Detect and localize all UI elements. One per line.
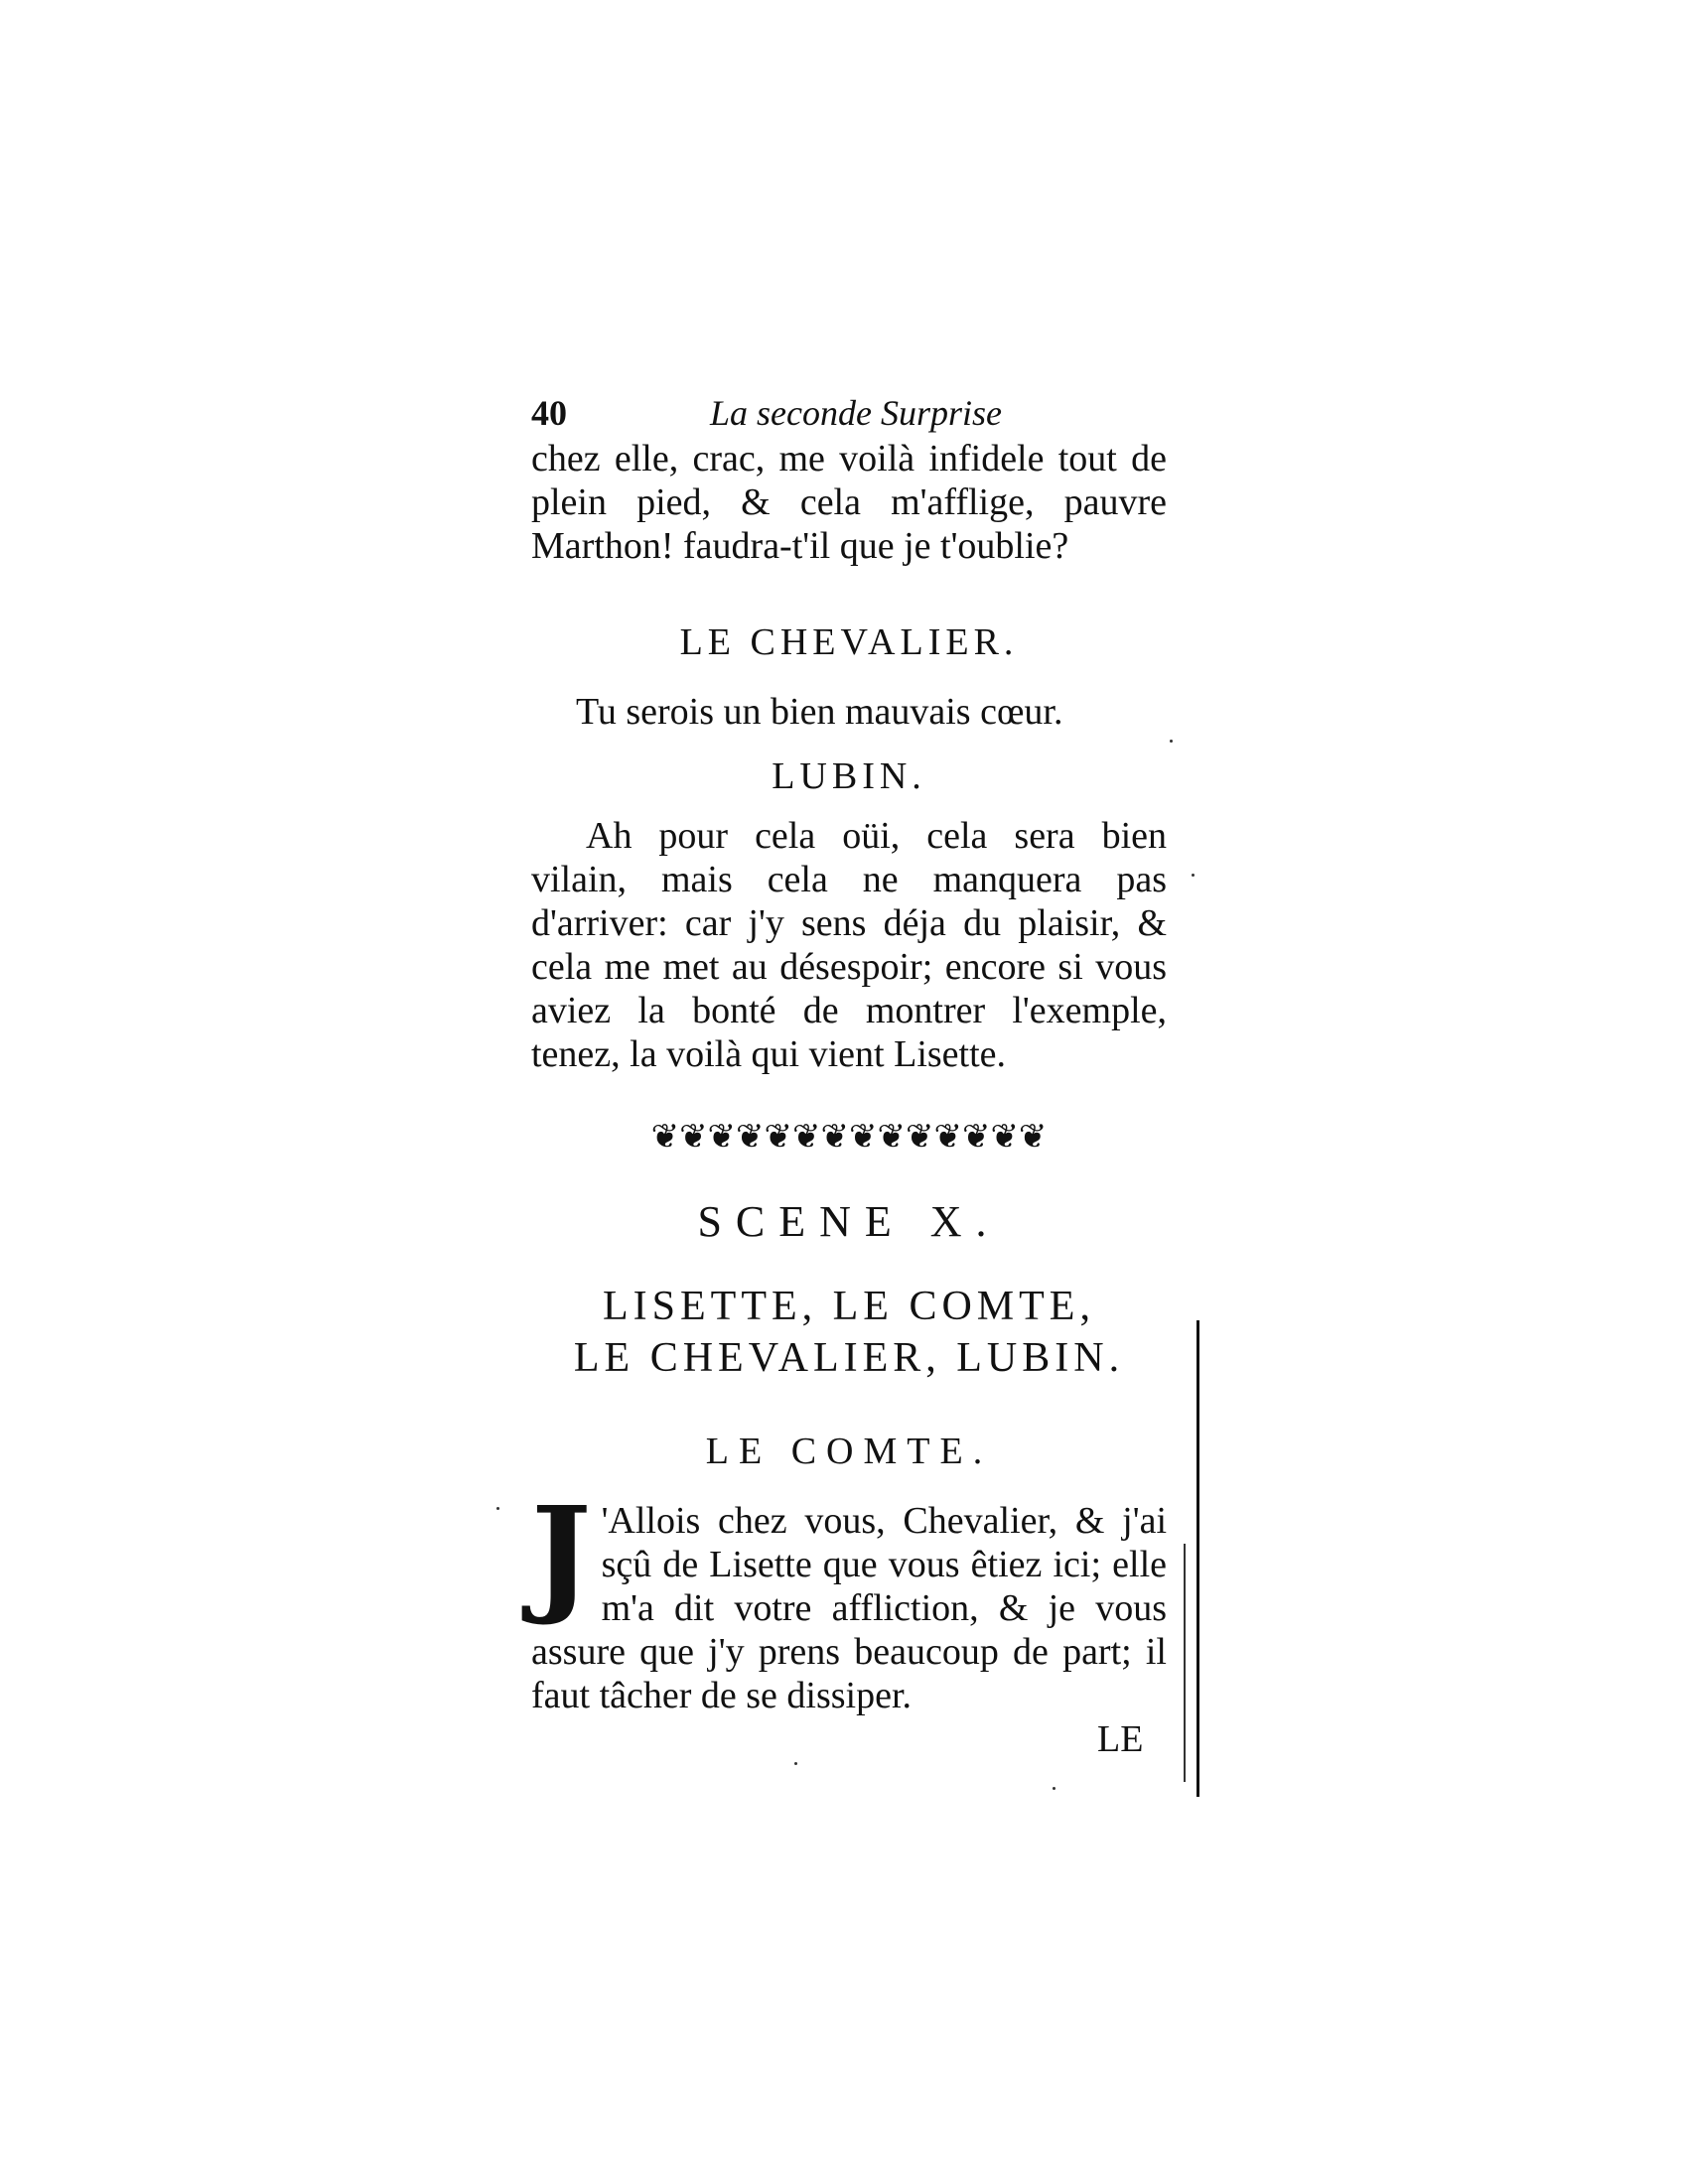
ornamental-divider: ❦❦❦❦❦❦❦❦❦❦❦❦❦❦ — [650, 1119, 1048, 1156]
catchword: LE — [1097, 1718, 1144, 1760]
speech-chevalier — [576, 690, 1172, 734]
running-header — [531, 392, 1167, 440]
cast-line-2: LE CHEVALIER, LUBIN. — [573, 1335, 1125, 1381]
cast-list — [531, 1281, 1167, 1384]
speech-text: Ah pour cela oüi, cela sera bien vilain, mais cela ne manquera pas d'arriver: car j'y sens déja du plaisir, & cela me met au désespoir; encore si vous aviez la bonté de montrer l'exemple, tenez, la voilà qui vient Lisette. — [531, 815, 1167, 1075]
speech-comte — [531, 1480, 1167, 1717]
speaker-heading-comte: LE COMTE. — [705, 1431, 993, 1472]
page-number: 40 — [531, 393, 567, 433]
paragraph-continuation — [531, 437, 1167, 568]
ink-speck — [1170, 740, 1173, 743]
ink-speck — [496, 1507, 499, 1510]
speech-lubin — [531, 814, 1167, 1076]
ink-speck — [1192, 874, 1195, 877]
cast-line-1: LISETTE, LE COMTE, — [603, 1284, 1095, 1329]
speaker-heading-chevalier: LE CHEVALIER. — [679, 621, 1019, 663]
binding-edge-line — [1196, 1320, 1199, 1797]
paragraph-text: chez elle, crac, me voilà infidele tout de plein pied, & cela m'afflige, pauvre Marthon! faudra-t'il que je t'oublie? — [531, 438, 1167, 567]
ink-speck — [794, 1762, 797, 1765]
speech-text: Tu serois un bien mauvais cœur. — [576, 691, 1063, 733]
speech-text: 'Allois chez vous, Chevalier, & j'ai sçû de Lisette que vous êtiez ici; elle m'a dit votre affliction, & je vous assure que j'y prens beaucoup de part; il faut tâcher de se dissiper. — [531, 1500, 1167, 1716]
running-title: La seconde Surprise — [710, 393, 1002, 433]
speaker-heading-lubin: LUBIN. — [772, 755, 926, 797]
ink-speck — [1053, 1787, 1055, 1790]
drop-capital: J — [531, 1480, 592, 1629]
scene-heading: SCENE X. — [697, 1197, 1001, 1246]
binding-edge-shadow — [1184, 1544, 1186, 1782]
